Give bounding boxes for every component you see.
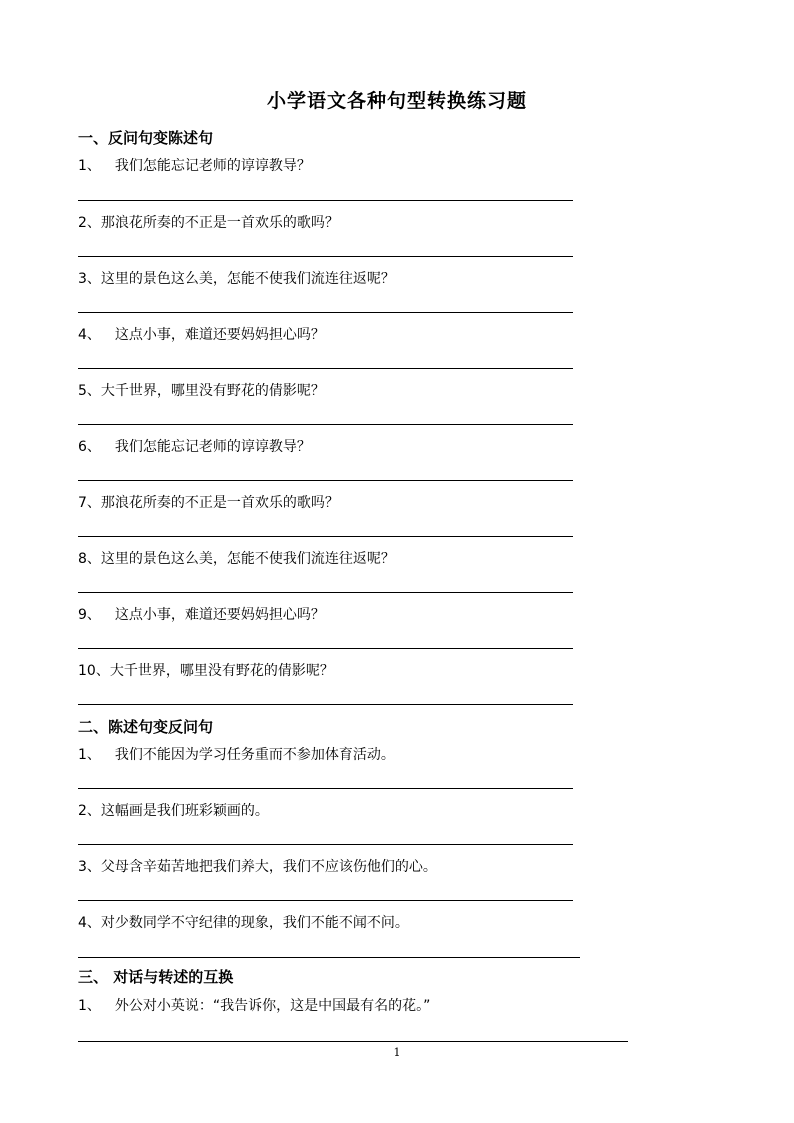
question-1-8 — [78, 548, 395, 568]
question-number: 9、 — [78, 607, 101, 623]
question-number: 4、 — [78, 327, 101, 343]
question-1-5 — [78, 380, 325, 400]
question-number: 10、 — [78, 663, 110, 679]
question-number: 1、 — [78, 747, 101, 763]
question-text: 这里的景色这么美，怎能不使我们流连往返呢？ — [100, 551, 395, 567]
answer-line[interactable] — [78, 536, 573, 537]
question-number: 8、 — [78, 551, 101, 567]
answer-line[interactable] — [78, 704, 573, 705]
question-1-4 — [78, 324, 325, 344]
answer-line[interactable] — [78, 312, 573, 313]
question-1-6 — [78, 436, 311, 456]
question-2-4 — [78, 912, 409, 932]
question-2-2 — [78, 800, 269, 820]
answer-line[interactable] — [78, 424, 573, 425]
question-3-1 — [78, 995, 430, 1015]
question-1-10 — [78, 660, 334, 680]
question-1-1 — [78, 155, 311, 175]
question-number: 3、 — [78, 271, 101, 287]
question-text: 那浪花所奏的不正是一首欢乐的歌吗？ — [100, 215, 339, 231]
question-number: 6、 — [78, 439, 101, 455]
answer-line[interactable] — [78, 844, 573, 845]
question-text: 外公对小英说：“我告诉你，这是中国最有名的花。” — [114, 998, 431, 1014]
section-heading-3: 三、 对话与转述的互换 — [78, 968, 234, 986]
question-number: 1、 — [78, 158, 101, 174]
question-text: 大千世界，哪里没有野花的倩影呢？ — [100, 383, 325, 399]
question-text: 这幅画是我们班彩颖画的。 — [100, 803, 269, 819]
answer-line[interactable] — [78, 200, 573, 201]
question-text: 我们怎能忘记老师的谆谆教导？ — [114, 158, 311, 174]
answer-line[interactable] — [78, 957, 580, 958]
section-heading-2: 二、陈述句变反问句 — [78, 718, 214, 736]
answer-line[interactable] — [78, 592, 573, 593]
question-text: 这点小事，难道还要妈妈担心吗？ — [114, 327, 325, 343]
question-1-2 — [78, 212, 339, 232]
question-text: 我们不能因为学习任务重而不参加体育活动。 — [114, 747, 395, 763]
question-text: 那浪花所奏的不正是一首欢乐的歌吗？ — [100, 495, 339, 511]
section-heading-1: 一、反问句变陈述句 — [78, 129, 214, 147]
question-1-9 — [78, 604, 325, 624]
question-text: 这里的景色这么美，怎能不使我们流连往返呢？ — [100, 271, 395, 287]
answer-line[interactable] — [78, 900, 573, 901]
question-1-7 — [78, 492, 339, 512]
question-2-1 — [78, 744, 395, 764]
answer-line[interactable] — [78, 788, 573, 789]
question-text: 对少数同学不守纪律的现象，我们不能不闻不问。 — [100, 915, 409, 931]
question-number: 2、 — [78, 803, 101, 819]
question-number: 1、 — [78, 998, 101, 1014]
question-number: 7、 — [78, 495, 101, 511]
question-number: 5、 — [78, 383, 101, 399]
question-text: 大千世界，哪里没有野花的倩影呢？ — [109, 663, 334, 679]
answer-line[interactable] — [78, 648, 573, 649]
answer-line[interactable] — [78, 480, 573, 481]
question-number: 2、 — [78, 215, 101, 231]
question-number: 4、 — [78, 915, 101, 931]
question-number: 3、 — [78, 859, 101, 875]
question-text: 我们怎能忘记老师的谆谆教导？ — [114, 439, 311, 455]
page-number: 1 — [393, 1046, 401, 1059]
answer-line[interactable] — [78, 368, 573, 369]
answer-line[interactable] — [78, 256, 573, 257]
question-1-3 — [78, 268, 395, 288]
question-text: 这点小事，难道还要妈妈担心吗？ — [114, 607, 325, 623]
page-title: 小学语文各种句型转换练习题 — [266, 90, 527, 112]
question-2-3 — [78, 856, 437, 876]
footer-rule — [78, 1041, 628, 1042]
question-text: 父母含辛茹苦地把我们养大，我们不应该伤他们的心。 — [100, 859, 437, 875]
